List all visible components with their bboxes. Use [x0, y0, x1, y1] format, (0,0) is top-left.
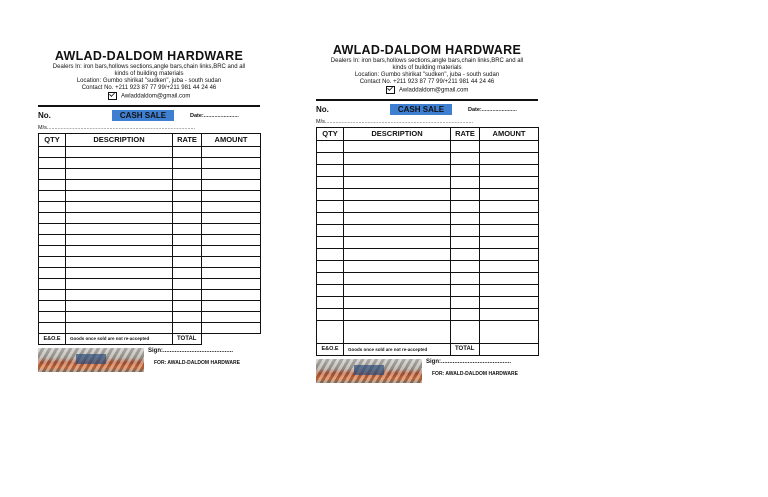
table-row[interactable] [317, 248, 539, 260]
column-header-amount: AMOUNT [480, 127, 539, 140]
email-address: Awladdaldom@gmail.com [399, 87, 469, 94]
table-row[interactable] [39, 267, 261, 278]
column-header-rate: RATE [451, 127, 480, 140]
items-table [316, 127, 539, 356]
for-company-label: FOR: AWALD-DALDOM HARDWARE [154, 359, 240, 366]
total-amount-cell[interactable] [202, 333, 261, 344]
signature-field[interactable]: Sign:.......................................... [148, 347, 234, 354]
table-row[interactable] [39, 245, 261, 256]
column-header-qty: QTY [39, 133, 66, 146]
table-row[interactable] [39, 168, 261, 179]
table-row[interactable] [39, 311, 261, 322]
total-amount-cell[interactable] [480, 343, 539, 355]
email-line [38, 92, 260, 101]
table-row[interactable] [317, 224, 539, 236]
eoe-label: E&O.E [39, 333, 66, 344]
signature-field[interactable]: Sign:.......................................... [426, 358, 512, 365]
envelope-icon [108, 92, 117, 100]
table-row[interactable] [317, 200, 539, 212]
table-row[interactable] [39, 256, 261, 267]
receipt-number-label: No. [316, 105, 329, 115]
table-row[interactable] [317, 152, 539, 164]
table-row[interactable] [317, 188, 539, 200]
cash-sale-badge: CASH SALE [390, 104, 452, 115]
location-line: Location: Gumbo shirikat "sudken", juba - south sudan [354, 72, 500, 78]
cash-sale-badge: CASH SALE [112, 110, 174, 121]
total-label: TOTAL [173, 333, 202, 344]
table-row[interactable] [317, 176, 539, 188]
eoe-label: E&O.E [317, 343, 344, 355]
table-row[interactable] [317, 284, 539, 296]
contact-line: Contact No. +211 923 87 77 99/+211 981 44 24 46 [359, 79, 495, 85]
for-company-label: FOR: AWALD-DALDOM HARDWARE [432, 370, 518, 377]
table-row[interactable] [317, 236, 539, 248]
date-field[interactable]: Date:....................... [190, 112, 239, 119]
receipt-left [38, 50, 260, 374]
column-header-qty: QTY [317, 127, 344, 140]
goods-note: Goods once sold are not re-accepted [344, 343, 451, 355]
customer-field[interactable]: M/s................................................................................................. [38, 124, 196, 131]
table-row[interactable] [39, 201, 261, 212]
receipt-number-label: No. [38, 111, 51, 121]
table-row[interactable] [317, 296, 539, 308]
building-materials-photo [316, 359, 422, 383]
items-table [38, 133, 261, 345]
column-header-description: DESCRIPTION [344, 127, 451, 140]
table-row[interactable] [39, 179, 261, 190]
building-materials-photo [38, 348, 144, 372]
header-divider [316, 99, 538, 101]
table-row[interactable] [39, 322, 261, 333]
receipt-number-row [38, 108, 260, 124]
location-line: Location: Gumbo shirikat "sudken", juba - south sudan [76, 78, 222, 84]
receipt-footer [316, 359, 538, 385]
column-header-description: DESCRIPTION [66, 133, 173, 146]
receipt-footer [38, 348, 260, 374]
envelope-icon [386, 86, 395, 94]
table-row[interactable] [317, 272, 539, 284]
dealers-line: Dealers In: iron bars,hollows sections,angle bars,chain links,BRC and all kinds of building materials [330, 58, 524, 71]
total-label: TOTAL [451, 343, 480, 355]
email-address: Awladdaldom@gmail.com [121, 93, 191, 100]
dealers-line: Dealers In: iron bars,hollows sections,angle bars,chain links,BRC and all kinds of building materials [52, 64, 246, 77]
table-row[interactable] [39, 190, 261, 201]
date-field[interactable]: Date:....................... [468, 106, 517, 113]
table-row[interactable] [317, 164, 539, 176]
table-footer-row [317, 343, 539, 355]
business-name: AWLAD-DALDOM HARDWARE [54, 49, 244, 63]
table-header-row [317, 127, 539, 140]
column-header-rate: RATE [173, 133, 202, 146]
table-row[interactable] [317, 212, 539, 224]
table-row[interactable] [317, 260, 539, 272]
table-row[interactable] [39, 223, 261, 234]
contact-line: Contact No. +211 923 87 77 99/+211 981 44 24 46 [81, 85, 217, 91]
receipt-number-row [316, 102, 538, 118]
table-row[interactable] [317, 320, 539, 343]
table-header-row [39, 133, 261, 146]
table-row[interactable] [39, 289, 261, 300]
table-row[interactable] [317, 140, 539, 152]
table-row[interactable] [39, 212, 261, 223]
table-row[interactable] [39, 146, 261, 157]
table-row[interactable] [317, 308, 539, 320]
table-row[interactable] [39, 300, 261, 311]
customer-field[interactable]: M/s................................................................................................. [316, 118, 474, 125]
goods-note: Goods once sold are not re-accepted [66, 333, 173, 344]
table-row[interactable] [39, 157, 261, 168]
table-row[interactable] [39, 234, 261, 245]
business-name: AWLAD-DALDOM HARDWARE [332, 43, 522, 57]
column-header-amount: AMOUNT [202, 133, 261, 146]
table-footer-row [39, 333, 261, 344]
email-line [316, 86, 538, 95]
table-row[interactable] [39, 278, 261, 289]
header-divider [38, 105, 260, 107]
receipt-right [316, 44, 538, 385]
